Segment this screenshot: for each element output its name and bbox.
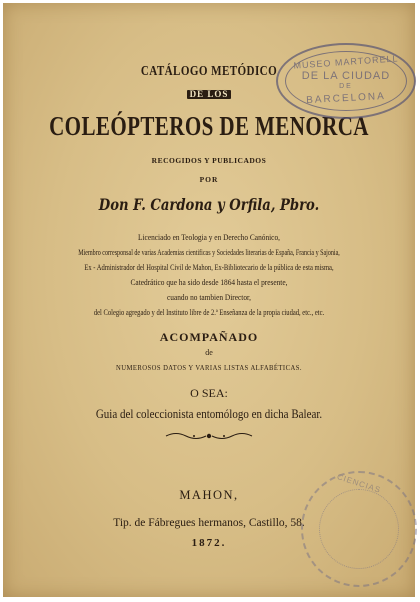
credential-line: Licenciado en Teologia y en Derecho Canónico, bbox=[138, 233, 280, 242]
credential-line: Catedrático que ha sido desde 1864 hasta el presente, bbox=[130, 278, 288, 287]
imprint-year: 1872. bbox=[191, 537, 227, 549]
credential-line: Ex - Administrador del Hospital Civil de Mahon, Ex-Bibliotecario de la pública de esta misma, bbox=[84, 263, 334, 272]
stamp-small-text: DE bbox=[339, 83, 353, 90]
imprint-printer: Tip. de Fábregues hermanos, Castillo, 58. bbox=[113, 517, 305, 529]
title-page bbox=[3, 3, 415, 597]
stamp-middle-text: DE LA CIUDAD bbox=[301, 70, 391, 82]
stamp-bottom-text: BARCELONA bbox=[305, 90, 387, 107]
o-sea-label: O SEA: bbox=[190, 386, 228, 400]
lists-line: NUMEROSOS DATOS Y VARIAS LISTAS ALFABÉTICAS. bbox=[116, 364, 302, 372]
credential-line: del Colegio agregado y del Instituto libre de 2.ª Enseñanza de la propia ciudad, etc., etc. bbox=[93, 308, 325, 317]
ornament-divider bbox=[3, 431, 415, 441]
museum-stamp bbox=[276, 43, 416, 119]
stamp-ring-text: MUSEO MARTORELL bbox=[293, 53, 399, 71]
author-name: Don F. Cardona y Orfila, Pbro. bbox=[98, 195, 320, 214]
ornament-icon bbox=[164, 431, 254, 441]
accompanied-heading: ACOMPAÑADO bbox=[159, 330, 259, 344]
title-line-catalogo: CATÁLOGO METÓDICO bbox=[140, 63, 278, 78]
main-title: COLEÓPTEROS DE MENORCA bbox=[49, 111, 369, 141]
guide-line: Guia del coleccionista entomólogo en dicha Balear. bbox=[95, 407, 323, 421]
seal-inner-ring bbox=[319, 489, 399, 569]
de-label: de bbox=[205, 348, 213, 357]
seal-text: CIENCIAS bbox=[335, 472, 383, 495]
imprint-city: MAHON, bbox=[179, 488, 239, 502]
de-los-label: DE LOS bbox=[187, 90, 232, 99]
credential-line: cuando no tambien Director, bbox=[166, 293, 252, 302]
subtitle-por: POR bbox=[199, 175, 219, 184]
credential-line: Miembro corresponsal de varias Academias cientificas y Sociedades literarias de España, Francia y Sajonia, bbox=[78, 248, 340, 257]
subtitle-recogidos: RECOGIDOS Y PUBLICADOS bbox=[151, 156, 267, 165]
faded-seal-stamp bbox=[301, 471, 417, 587]
